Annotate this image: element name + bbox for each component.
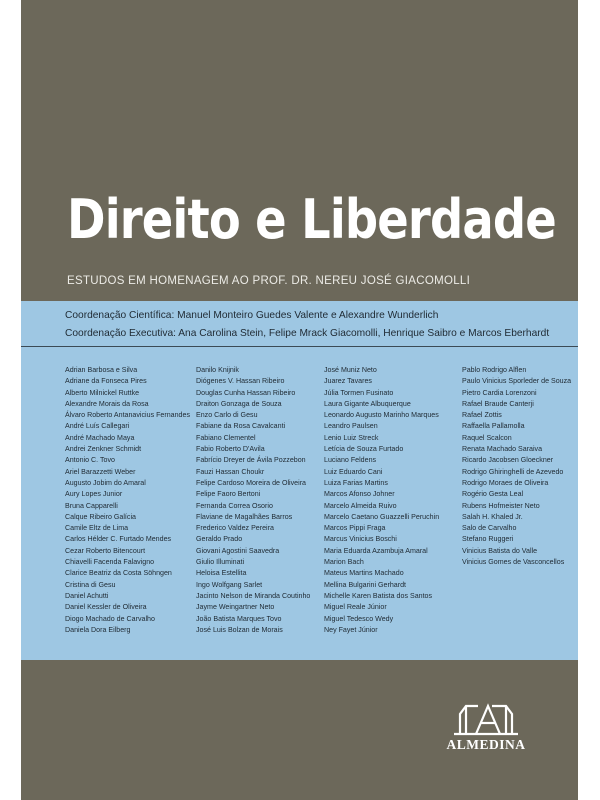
author-name: Ingo Wolfgang Sarlet: [196, 580, 263, 589]
author-name: Bruna Capparelli: [65, 501, 118, 510]
author-name: Daniel Kessler de Oliveira: [65, 603, 147, 612]
author-name: João Batista Marques Tovo: [196, 614, 282, 623]
author-name: Mellina Bulgarini Gerhardt: [324, 580, 407, 589]
author-name: Lenio Luiz Streck: [324, 433, 379, 442]
author-name: Stefano Ruggeri: [462, 535, 514, 544]
author-name: Ney Fayet Júnior: [324, 625, 378, 634]
author-name: Raffaella Pallamolla: [462, 422, 525, 431]
author-name: José Luis Bolzan de Morais: [196, 625, 283, 634]
author-name: Daniela Dora Eilberg: [65, 625, 131, 634]
author-name: Adriane da Fonseca Pires: [65, 377, 147, 386]
author-name: Pietro Cardia Lorenzoni: [462, 388, 537, 397]
author-name: Clarice Beatriz da Costa Söhngen: [65, 569, 172, 578]
author-name: Cristina di Gesu: [65, 580, 116, 589]
author-name: Marcos Afonso Johner: [324, 490, 395, 499]
executive-coordination: Coordenação Executiva: Ana Carolina Stein, Felipe Mrack Giacomolli, Henrique Saibro e Marcos Eberhardt: [65, 328, 550, 339]
author-name: Rafael Braude Canterji: [462, 399, 534, 408]
author-name: Draiton Gonzaga de Souza: [196, 399, 282, 408]
author-name: Cezar Roberto Bitencourt: [65, 546, 146, 555]
author-name: Heloisa Estellita: [196, 569, 247, 578]
author-name: José Muniz Neto: [324, 366, 377, 374]
author-name: Andrei Zenkner Schmidt: [65, 445, 142, 454]
author-name: Raquel Scalcon: [462, 433, 512, 442]
author-name: Daniel Achutti: [65, 591, 109, 600]
author-name: Vinicius Gomes de Vasconcellos: [462, 558, 565, 567]
author-name: Rodrigo Moraes de Oliveira: [462, 478, 549, 487]
author-name: Flaviane de Magalhães Barros: [196, 512, 293, 521]
author-column-2: [196, 365, 324, 636]
book-subtitle: ESTUDOS EM HOMENAGEM AO PROF. DR. NEREU JOSÉ GIACOMOLLI: [67, 275, 471, 287]
author-column-1: [65, 365, 196, 636]
author-name: Fernanda Correa Osorio: [196, 501, 273, 510]
author-name: Luiza Farias Martins: [324, 478, 388, 487]
author-name: Giovani Agostini Saavedra: [196, 546, 280, 555]
author-name: Frederico Valdez Pereira: [196, 524, 274, 533]
contributors-panel: [21, 301, 578, 660]
author-name: Fauzi Hassan Choukr: [196, 467, 265, 476]
book-cover: [21, 0, 578, 800]
author-name: Marcelo Almeida Ruivo: [324, 501, 397, 510]
author-name: Enzo Carlo di Gesu: [196, 411, 258, 420]
author-name: Miguel Tedesco Wedy: [324, 614, 394, 623]
author-name: Alexandre Morais da Rosa: [65, 399, 149, 408]
author-name: Rubens Hofmeister Neto: [462, 501, 540, 510]
author-name: Leonardo Augusto Marinho Marques: [324, 411, 439, 420]
author-name: Ariel Barazzetti Weber: [65, 467, 136, 476]
author-name: Fabrício Dreyer de Ávila Pozzebon: [196, 456, 306, 465]
author-name: Álvaro Roberto Antanavicius Fernandes: [65, 411, 190, 420]
author-name: Pablo Rodrigo Alflen: [462, 366, 527, 374]
author-name: Marcelo Caetano Guazzelli Peruchin: [324, 512, 440, 521]
author-name: Ricardo Jacobsen Gloeckner: [462, 456, 554, 465]
author-name: Felipe Cardoso Moreira de Oliveira: [196, 478, 306, 487]
author-column-3: [324, 365, 462, 636]
author-name: Paulo Vinicius Sporleder de Souza: [462, 377, 572, 386]
scientific-coordination: Coordenação Científica: Manuel Monteiro Guedes Valente e Alexandre Wunderlich: [65, 310, 439, 321]
author-name: Juarez Tavares: [324, 377, 372, 386]
author-name: Augusto Jobim do Amaral: [65, 478, 146, 487]
author-name: Miguel Reale Júnior: [324, 603, 387, 612]
author-name: Giulio Illuminati: [196, 558, 245, 567]
author-name: Camile Eltz de Lima: [65, 524, 129, 533]
author-name: André Machado Maya: [65, 433, 135, 442]
author-name: Geraldo Prado: [196, 535, 243, 544]
author-name: Letícia de Souza Furtado: [324, 445, 404, 454]
coordination-block: [21, 301, 578, 347]
author-name: Maria Eduarda Azambuja Amaral: [324, 546, 428, 555]
author-name: Leandro Paulsen: [324, 422, 378, 431]
author-name: Salah H. Khaled Jr.: [462, 512, 523, 521]
author-name: Salo de Carvalho: [462, 524, 517, 533]
author-name: Douglas Cunha Hassan Ribeiro: [196, 388, 296, 397]
publisher-name: ALMEDINA: [446, 737, 526, 752]
book-title: Direito e Liberdade: [67, 188, 556, 251]
author-list: [65, 365, 578, 636]
author-name: Diógenes V. Hassan Ribeiro: [196, 377, 285, 386]
author-name: Diogo Machado de Carvalho: [65, 614, 155, 623]
author-name: Adrian Barbosa e Silva: [65, 366, 138, 374]
author-name: Luciano Feldens: [324, 456, 377, 465]
author-name: Renata Machado Saraiva: [462, 445, 543, 454]
author-name: Calque Ribeiro Galícia: [65, 512, 136, 521]
author-name: Jayme Weingartner Neto: [196, 603, 275, 612]
author-name: Mateus Martins Machado: [324, 569, 404, 578]
author-name: Júlia Tormen Fusinato: [324, 388, 394, 397]
author-name: Felipe Faoro Bertoni: [196, 490, 261, 499]
author-name: Marion Bach: [324, 558, 364, 567]
author-name: Vinicius Batista do Valle: [462, 546, 538, 555]
author-name: Danilo Knijnik: [196, 366, 239, 374]
author-name: Rafael Zottis: [462, 411, 502, 420]
author-name: Laura Gigante Albuquerque: [324, 399, 411, 408]
author-name: Fabiano Clementel: [196, 433, 256, 442]
author-name: Fabio Roberto D'Avila: [196, 445, 265, 454]
author-name: Luiz Eduardo Cani: [324, 467, 383, 476]
author-name: Marcos Pippi Fraga: [324, 524, 386, 533]
author-name: André Luís Callegari: [65, 422, 130, 431]
author-name: Antonio C. Tovo: [65, 456, 115, 465]
author-name: Aury Lopes Junior: [65, 490, 123, 499]
author-name: Chiavelli Facenda Falavigno: [65, 558, 155, 567]
author-name: Carlos Hélder C. Furtado Mendes: [65, 535, 172, 544]
author-name: Rodrigo Ghiringhelli de Azevedo: [462, 467, 564, 476]
author-name: Fabiane da Rosa Cavalcanti: [196, 422, 286, 431]
author-name: Rogério Gesta Leal: [462, 490, 524, 499]
author-name: Michelle Karen Batista dos Santos: [324, 591, 433, 600]
author-column-4: [462, 365, 578, 636]
author-name: Jacinto Nelson de Miranda Coutinho: [196, 591, 311, 600]
author-name: Marcus Vinicius Boschi: [324, 535, 397, 544]
author-name: Alberto Milnickel Ruttke: [65, 388, 140, 397]
